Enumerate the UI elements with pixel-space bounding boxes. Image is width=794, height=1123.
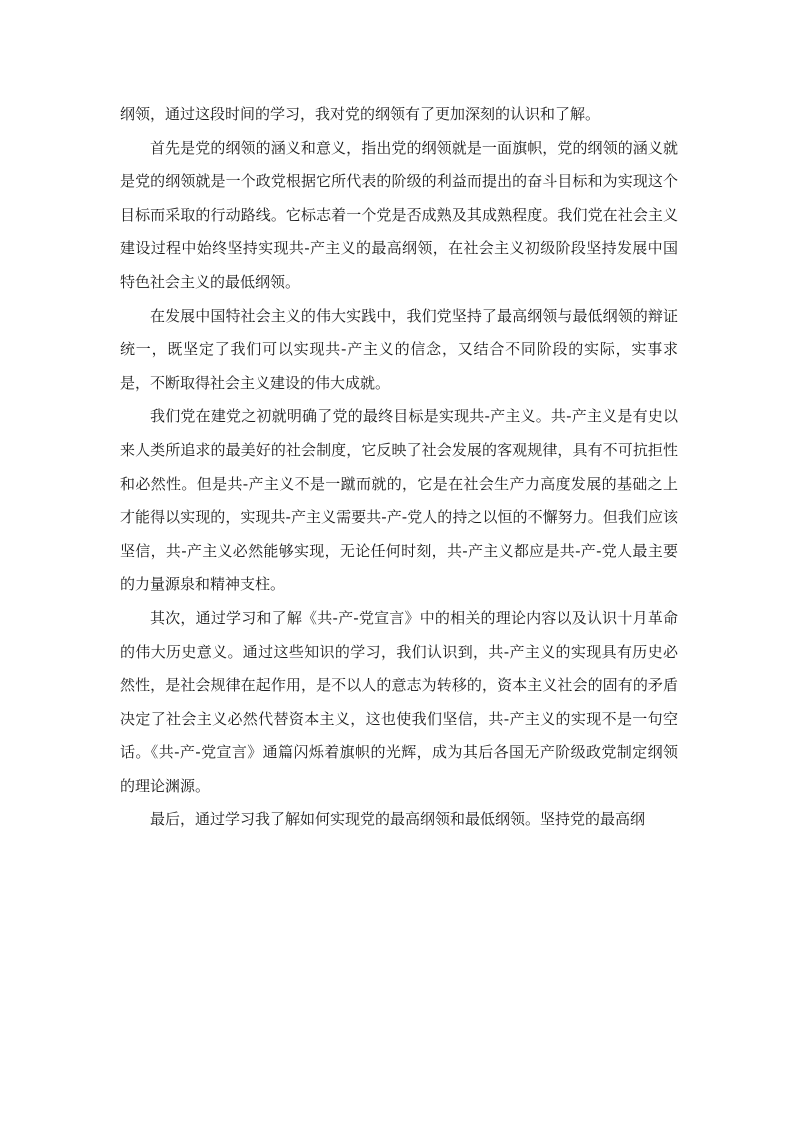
paragraph-ultimate-goal: 我们党在建党之初就明确了党的最终目标是实现共-产主义。共-产主义是有史以来人类所追求的最美好的社会制度，它反映了社会发展的客观规律，具有不可抗拒性和必然性。但是共-产主义不是一蹴而就的，它是在社会生产力高度发展的基础之上才能得以实现的，实现共-产主义需要共-产-党人的持之以恒的不懈努力。但我们应该坚信，共-产主义必然能够实现，无论任何时刻，共-产主义都应是共-产-党人最主要的力量源泉和精神支柱。: [120, 407, 678, 594]
paragraph-dialectical-unity: 在发展中国特社会主义的伟大实践中，我们党坚持了最高纲领与最低纲领的辩证统一，既坚定了我们可以实现共-产主义的信念，又结合不同阶段的实际，实事求是，不断取得社会主义建设的伟大成就。: [120, 306, 678, 392]
document-body: [120, 98, 678, 837]
paragraph-continuation: 纲领，通过这段时间的学习，我对党的纲领有了更加深刻的认识和了解。: [120, 105, 601, 123]
paragraph-program-meaning: 首先是党的纲领的涵义和意义，指出党的纲领就是一面旗帜，党的纲领的涵义就是党的纲领就是一个政党根据它所代表的阶级的利益而提出的奋斗目标和为实现这个目标而采取的行动路线。它标志着一个党是否成熟及其成熟程度。我们党在社会主义建设过程中始终坚持实现共-产主义的最高纲领，在社会主义初级阶段坚持发展中国特色社会主义的最低纲领。: [120, 138, 678, 291]
paragraph-finally: 最后，通过学习我了解如何实现党的最高纲领和最低纲领。坚持党的最高纲: [150, 810, 646, 829]
paragraph-manifesto: 其次，通过学习和了解《共-产-党宣言》中的相关的理论内容以及认识十月革命的伟大历史意义。通过这些知识的学习，我们认识到，共-产主义的实现具有历史必然性，是社会规律在起作用，是不以人的意志为转移的，资本主义社会的固有的矛盾决定了社会主义必然代替资本主义，这也使我们坚信，共-产主义的实现不是一句空话。《共-产-党宣言》通篇闪烁着旗帜的光辉，成为其后各国无产阶级政党制定纲领的理论渊源。: [120, 608, 678, 795]
